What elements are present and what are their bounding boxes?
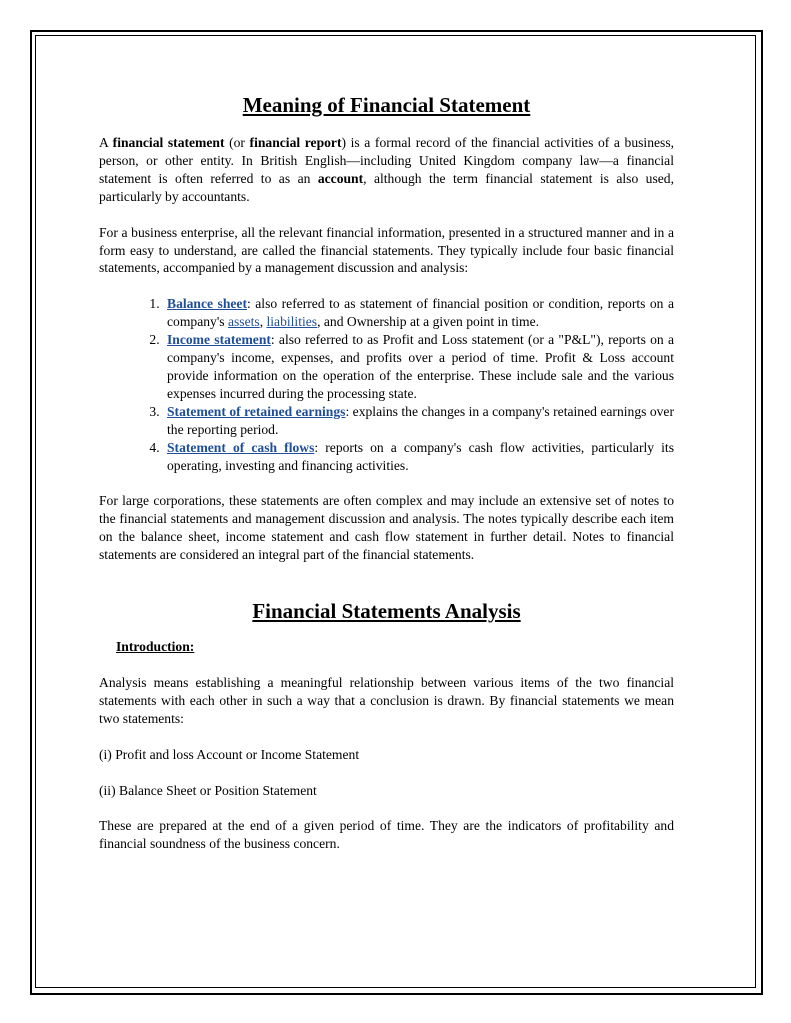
section1-paragraph-3: For large corporations, these statements are often complex and may include an extensive set of notes to the financial statements and management discussion and analysis. The notes typically describe each item on the balance sheet, income statement and cash flow statement in further detail. Notes to financial statements are considered an integral part of the financial statements. (99, 493, 674, 563)
introduction-subheading: Introduction: (116, 639, 195, 655)
list-item: 3. Statement of retained earnings: explains the changes in a company's retained earnings over the reporting period. (163, 403, 674, 439)
list-item: 4. Statement of cash flows: reports on a company's cash flow activities, particularly its operating, investing and financing activities. (163, 439, 674, 475)
cash-flows-link[interactable]: Statement of cash flows (167, 439, 315, 455)
retained-earnings-link[interactable]: Statement of retained earnings (167, 403, 346, 419)
section1-paragraph-2: For a business enterprise, all the relevant financial information, presented in a structured manner and in a form easy to understand, are called the financial statements. They typically include four basic financial statements, accompanied by a management discussion and analysis: (99, 224, 674, 276)
assets-link[interactable]: assets (227, 314, 260, 330)
section2-paragraph-1: Analysis means establishing a meaningful relationship between various items of the two financial statements with each other in such a way that a conclusion is drawn. By financial statements we mean two statements: (99, 674, 674, 726)
statement-item-2: (ii) Balance Sheet or Position Statement (99, 782, 317, 798)
section2-title: Financial Statements Analysis (252, 599, 521, 624)
statement-item-1: (i) Profit and loss Account or Income Statement (99, 746, 360, 762)
financial-statements-list (99, 295, 674, 474)
section1-paragraph-1: A financial statement (or financial report) is a formal record of the financial activities of a business, person, or other entity. In British English—including United Kingdom company law—a financial statement is often referred to as an account, although the term financial statement is also used, particularly by accountants. (99, 135, 675, 204)
document-body (99, 92, 674, 853)
section2-paragraph-2: These are prepared at the end of a given period of time. They are the indicators of profitability and financial soundness of the business concern. (99, 818, 674, 852)
liabilities-link[interactable]: liabilities (266, 314, 318, 330)
list-item: 1. Balance sheet: also referred to as statement of financial position or condition, reports on a company's assets, liabilities, and Ownership at a given point in time. (163, 295, 674, 331)
list-item: 2. Income statement: also referred to as Profit and Loss statement (or a "P&L"), reports on a company's income, expenses, and profits over a period of time. Profit & Loss account provide information on the operation of the enterprise. These include sale and the various expenses incurred during the processing state. (163, 331, 674, 403)
balance-sheet-link[interactable]: Balance sheet (167, 296, 247, 312)
income-statement-link[interactable]: Income statement (167, 332, 271, 348)
section1-title: Meaning of Financial Statement (242, 93, 531, 117)
